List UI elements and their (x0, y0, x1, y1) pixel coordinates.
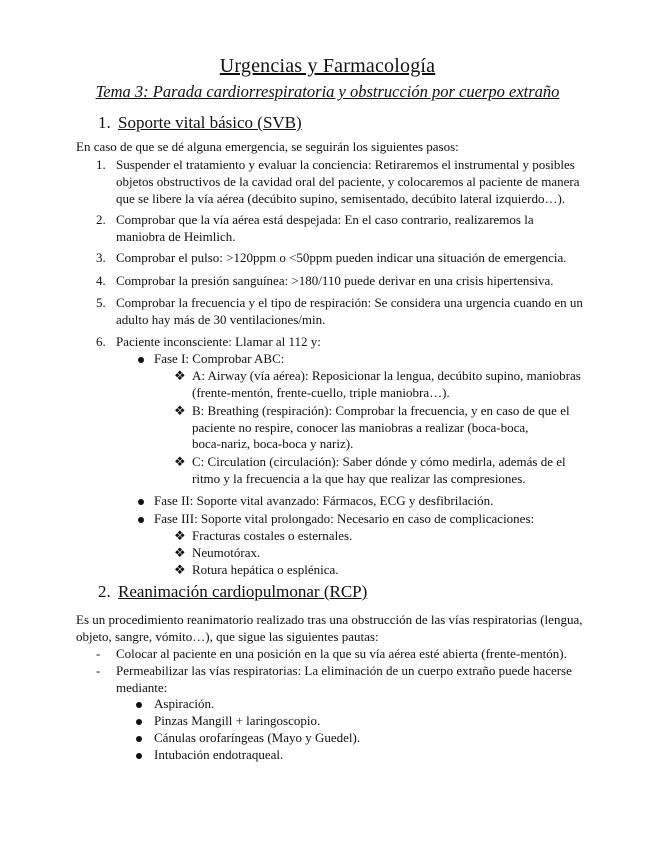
step-number: 5. (96, 295, 106, 310)
abc-line: C: Circulation (circulación): Saber dónde y cómo medirla, además de el (192, 454, 566, 469)
rcp-step: Colocar al paciente en una posición en la que su vía aérea esté abierta (frente-mentón). (116, 646, 567, 661)
bullet-icon (138, 499, 144, 505)
dash-bullet-icon: - (96, 663, 101, 678)
bullet-icon (136, 719, 142, 725)
bullet-icon (136, 736, 142, 742)
bullet-icon (136, 702, 142, 708)
complication-item: Rotura hepática o esplénica. (192, 562, 339, 577)
section-1-number: 1. (98, 113, 111, 132)
step-line: que se libere la vía aérea (decúbito supino, semisentado, decúbito lateral izquierdo…). (116, 191, 566, 206)
complication-item: Fracturas costales o esternales. (192, 528, 353, 543)
step-line: Comprobar que la vía aérea está despejada: En el caso contrario, realizaremos la (116, 212, 534, 227)
section-1-title: Soporte vital básico (SVB) (118, 113, 302, 132)
section-2-heading (98, 582, 367, 602)
phase-3: Fase III: Soporte vital prolongado: Necesario en caso de complicaciones: (154, 511, 535, 526)
diamond-bullet-icon: ❖ (174, 403, 186, 418)
diamond-bullet-icon: ❖ (174, 368, 186, 383)
method-item: Pinzas Mangill + laringoscopio. (154, 713, 321, 728)
section-2-intro-line: objeto, sangre, vómito…), que sigue las siguientes pautas: (76, 629, 379, 644)
step-number: 4. (96, 273, 106, 288)
diamond-bullet-icon: ❖ (174, 528, 186, 543)
dash-bullet-icon: - (96, 646, 101, 661)
abc-line: B: Breathing (respiración): Comprobar la frecuencia, y en caso de que el (192, 403, 570, 418)
diamond-bullet-icon: ❖ (174, 562, 186, 577)
bullet-icon (138, 357, 144, 363)
step-number: 1. (96, 157, 106, 172)
document-subtitle: Tema 3: Parada cardiorrespiratoria y obstrucción por cuerpo extraño (95, 82, 560, 101)
phase-1: Fase I: Comprobar ABC: (154, 351, 285, 366)
phase-2: Fase II: Soporte vital avanzado: Fármacos, ECG y desfibrilación. (154, 493, 494, 508)
document-title: Urgencias y Farmacología (219, 55, 436, 77)
section-1-heading (98, 113, 302, 133)
complication-item: Neumotórax. (192, 545, 261, 560)
section-1-intro: En caso de que se dé alguna emergencia, se seguirán los siguientes pasos: (76, 139, 459, 154)
abc-line: paciente no respire, conocer las maniobras a realizar (boca-boca, (192, 420, 529, 435)
diamond-bullet-icon: ❖ (174, 545, 186, 560)
step-line: Comprobar la frecuencia y el tipo de respiración: Se considera una urgencia cuando en un (116, 295, 583, 310)
abc-line: boca-nariz, boca-boca y nariz). (192, 436, 354, 451)
section-2-intro-line: Es un procedimiento reanimatorio realizado tras una obstrucción de las vías respiratorias (lengua, (76, 612, 583, 627)
abc-line: ritmo y la frecuencia a la que hay que realizar las compresiones. (192, 471, 526, 486)
abc-line: A: Airway (vía aérea): Reposicionar la lengua, decúbito supino, maniobras (192, 368, 581, 383)
step-line: Comprobar el pulso: >120ppm o <50ppm pueden indicar una situación de emergencia. (116, 250, 567, 265)
step-line: Paciente inconsciente: Llamar al 112 y: (116, 334, 321, 349)
section-2-title: Reanimación cardiopulmonar (RCP) (118, 582, 368, 601)
bullet-icon (136, 753, 142, 759)
step-line: Suspender el tratamiento y evaluar la conciencia: Retiraremos el instrumental y posibles (116, 157, 575, 172)
method-item: Aspiración. (154, 696, 215, 711)
section-2-number: 2. (98, 582, 111, 601)
step-line: Comprobar la presión sanguínea: >180/110 puede derivar en una crisis hipertensiva. (116, 273, 554, 288)
step-number: 6. (96, 334, 106, 349)
rcp-step: Permeabilizar las vías respiratorias: La eliminación de un cuerpo extraño puede hacerse (116, 663, 572, 678)
step-line: objetos obstructivos de la cavidad oral del paciente, y colocaremos al paciente de manera (116, 174, 580, 189)
method-item: Intubación endotraqueal. (154, 747, 284, 762)
step-line: maniobra de Heimlich. (116, 229, 236, 244)
diamond-bullet-icon: ❖ (174, 454, 186, 469)
abc-line: (frente-mentón, frente-cuello, triple maniobra…). (192, 385, 450, 400)
step-line: adulto hay más de 30 ventilaciones/min. (116, 312, 326, 327)
step-number: 3. (96, 250, 106, 265)
method-item: Cánulas orofaríngeas (Mayo y Guedel). (154, 730, 361, 745)
step-number: 2. (96, 212, 106, 227)
bullet-icon (138, 517, 144, 523)
rcp-step: mediante: (116, 680, 168, 695)
